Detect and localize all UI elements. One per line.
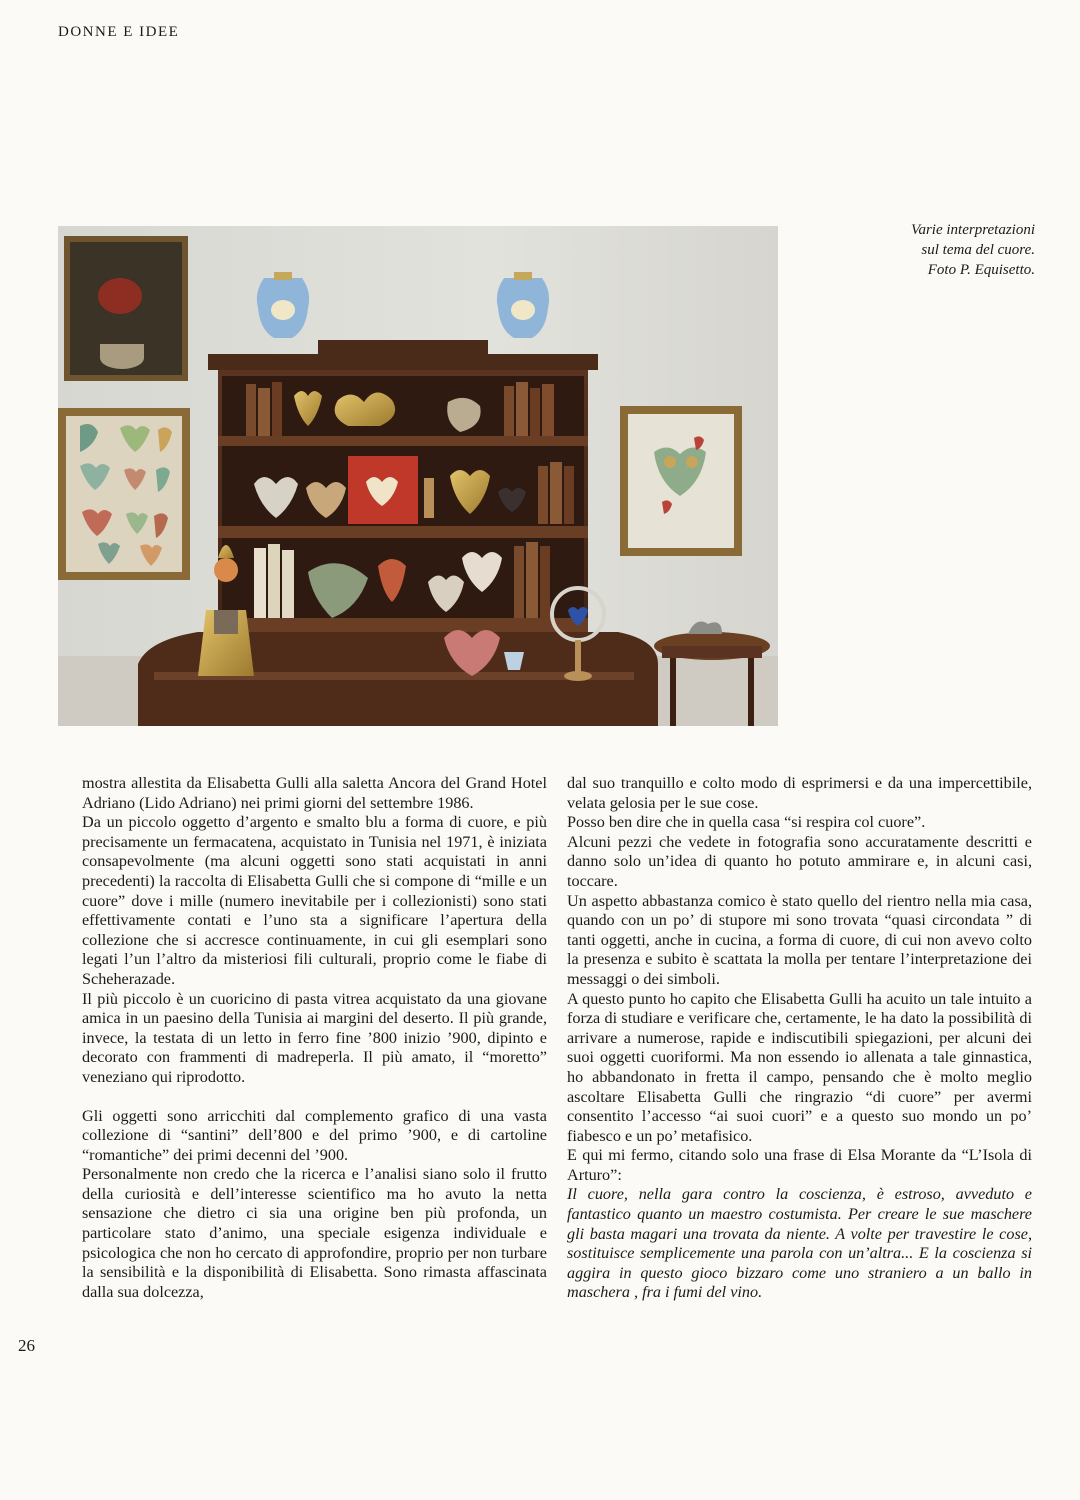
caption-line: sul tema del cuore. [921, 242, 1035, 258]
paragraph: Alcuni pezzi che vedete in fotografia sono accuratamente descritti e danno solo un’idea di quanto ho potuto ammirare e, in alcuni casi, toccare. [567, 832, 1032, 890]
paragraph: E qui mi fermo, citando solo una frase di Elsa Morante da “L’Isola di Arturo”: [567, 1146, 1032, 1184]
paragraph-gap [82, 1088, 547, 1107]
article-column-right [567, 774, 1032, 1303]
article-column-left [82, 774, 547, 1302]
photo-caption [795, 220, 1035, 280]
paragraph: Gli oggetti sono arricchiti dal complemento grafico di una vasta collezione di “santini” dell’800 e del primo ’900, e di cartoline “romantiche” dei primi decenni del ’900. [82, 1106, 547, 1164]
paragraph: mostra allestita da Elisabetta Gulli alla saletta Ancora del Grand Hotel Adriano (Lido Adriano) nei primi giorni del settembre 1986. [82, 774, 547, 812]
page-number: 26 [18, 1336, 35, 1355]
caption-line: Varie interpretazioni [910, 222, 1035, 238]
paragraph: dal suo tranquillo e colto modo di esprimersi e da una impercettibile, velata gelosia per le sue cose. [567, 774, 1032, 812]
paragraph: Il più piccolo è un cuoricino di pasta vitrea acquistato da una giovane amica in un paesino della Tunisia ai margini del deserto. Il più grande, invece, la testata di un letto in ferro fine ’800 inizio ’900, dipinto e decorato con frammenti di madreperla. Il più amato, il “moretto” veneziano qui riprodotto. [82, 989, 547, 1086]
paragraph: Un aspetto abbastanza comico è stato quello del rientro nella mia casa, quando con un po’ di stupore mi sono trovata “quasi circondata ” di tanti oggetti, anche in cucina, a forma di cuore, di cui non avevo colto la presenza e subito è scattata la molla per tentare l’interpretazione dei messaggi o dei simboli. [567, 891, 1032, 988]
section-header: DONNE E IDEE [58, 24, 180, 40]
paragraph: Posso ben dire che in quella casa “si respira col cuore”. [567, 813, 926, 832]
photo-heart-collection [58, 226, 778, 726]
morante-quote: Il cuore, nella gara contro la coscienza, è estroso, avveduto e fantastico quanto un maestro costumista. Per creare le sue maschere gli basta magari una trovata da niente. A volte per travestire le cose, sostituisce semplicemente una parola con un’altra... E la coscienza si aggira in questo gioco bizzaro come uno straniero a un ballo in maschera , fra i fumi del vino. [567, 1185, 1032, 1302]
paragraph: Da un piccolo oggetto d’argento e smalto blu a forma di cuore, e più precisamente un fermacatena, acquistato in Tunisia nel 1971, è iniziata consapevolmente (ma alcuni oggetti sono stati acquistati in anni precedenti) la raccolta di Elisabetta Gulli che si compone di “mille e un cuore” dove i mille (numero inevitabile per i collezionisti) sono stati effettivamente contati e l’uno sta a significare l’apertura della collezione che si accresce continuamente, in cui gli esemplari sono legati l’un l’altro da misteriosi fili culturali, proprio come le fiabe di Scheherazade. [82, 813, 547, 988]
caption-line: Foto P. Equisetto. [927, 262, 1035, 278]
paragraph: Personalmente non credo che la ricerca e l’analisi siano solo il frutto della curiosità e dell’interesse scientifico ma ho avuto la netta sensazione che dietro ci sia una origine ben più profonda, un particolare stato d’animo, una speciale esigenza individuale e psicologica che non ho cercato di approfondire, proprio per non turbare la sensibilità e la disponibilità di Elisabetta. Sono rimasta affascinata dalla sua dolcezza, [82, 1165, 547, 1301]
paragraph: A questo punto ho capito che Elisabetta Gulli ha acuito un tale intuito a forza di studiare e verificare che, certamente, le ha dato la possibilità di arrivare a numerose, rapide e indiscutibili spiegazioni, per alcuni dei suoi oggetti cuoriformi. Ma non essendo io allenata a tale ginnastica, ho abbandonato in fretta il campo, pensando che è molto meglio ascoltare Elisabetta Gulli che ringrazio “di cuore” per avermi consentito l’accesso “ai suoi cuori” e a questo suo mondo un po’ fiabesco e un po’ metafisico. [567, 989, 1032, 1145]
